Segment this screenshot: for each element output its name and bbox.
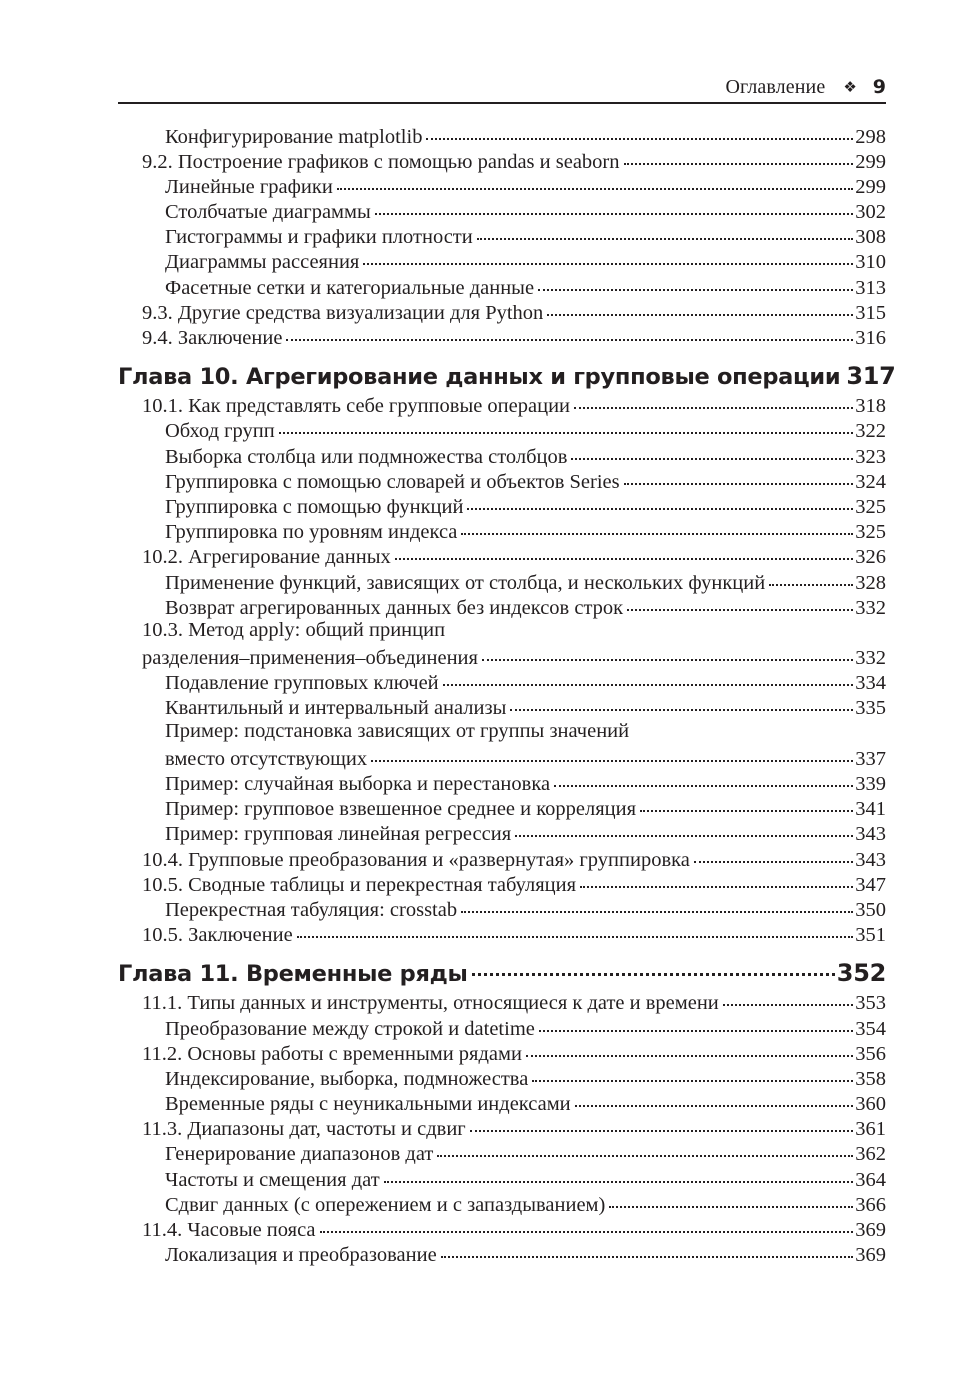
toc-entry-title: Линейные графики	[165, 175, 333, 198]
dot-leader	[769, 568, 853, 589]
toc-subsection-entry[interactable]	[118, 568, 886, 593]
dot-leader	[337, 172, 853, 193]
toc-entry-title: Диаграммы рассеяния	[165, 251, 360, 274]
toc-entry-title: Гистограммы и графики плотности	[165, 226, 473, 249]
toc-entry-title: Группировка по уровням индекса	[165, 521, 458, 544]
toc-entry-page: 339	[855, 773, 886, 795]
toc-entry-title: 9.2. Построение графиков с помощью pandas и seaborn	[142, 150, 620, 173]
toc-entry-title: Фасетные сетки и категориальные данные	[165, 276, 535, 299]
toc-entry-page: 313	[855, 276, 886, 299]
toc-entry-page: 354	[855, 1017, 886, 1040]
toc-entry-title: Индексирование, выборка, подмножества	[165, 1067, 529, 1090]
toc-entry-page: 317	[846, 361, 896, 390]
toc-entry-page: 324	[855, 470, 886, 493]
toc-entry-title: 11.1. Типы данных и инструменты, относящиеся к дате и времени	[142, 992, 719, 1015]
dot-leader	[426, 122, 853, 143]
toc-subsection-entry[interactable]	[118, 1190, 886, 1215]
dot-leader	[694, 845, 853, 866]
toc-entry-page: 361	[855, 1118, 886, 1141]
toc-entry-title: Подавление групповых ключей	[165, 672, 439, 695]
dot-leader	[554, 770, 853, 791]
toc-subsection-entry[interactable]	[118, 172, 886, 197]
toc-entry-title: 10.3. Метод apply: общий принцип	[142, 619, 446, 642]
toc-entry-page: 323	[855, 445, 886, 468]
toc-entry-page: 366	[855, 1193, 886, 1216]
toc-entry-title: Столбчатые диаграммы	[165, 201, 371, 224]
toc-section-entry[interactable]	[118, 989, 886, 1014]
toc-entry-page: 360	[855, 1093, 886, 1116]
toc-entry-page: 318	[855, 395, 886, 418]
dot-leader	[461, 895, 853, 916]
dot-leader	[371, 744, 853, 765]
toc-entry-title: Пример: случайная выборка и перестановка	[165, 773, 551, 795]
toc-entry-page: 369	[855, 1219, 886, 1241]
toc-entry-title: 9.4. Заключение	[142, 327, 283, 349]
toc-section-entry[interactable]	[118, 921, 886, 946]
dot-leader	[723, 989, 853, 1010]
toc-entry-page: 326	[855, 546, 886, 569]
toc-entry-title: Квантильный и интервальный анализы	[165, 697, 507, 720]
toc-entry-page: 351	[855, 924, 886, 947]
toc-entry-title: 10.2. Агрегирование данных	[142, 546, 391, 569]
dot-leader	[510, 694, 853, 715]
toc-subsection-entry[interactable]	[118, 669, 886, 694]
toc-entry-page: 335	[855, 697, 886, 720]
dot-leader	[297, 921, 854, 942]
toc-subsection-entry[interactable]	[118, 223, 886, 248]
dot-leader	[363, 248, 853, 269]
toc-entry-title: Сдвиг данных (с опережением и с запаздыванием)	[165, 1193, 606, 1216]
toc-section-entry[interactable]	[118, 1115, 886, 1140]
toc-subsection-entry[interactable]	[118, 417, 886, 442]
toc-entry-page: 369	[855, 1244, 886, 1267]
toc-entry-page: 356	[855, 1042, 886, 1065]
toc-entry-page: 316	[855, 327, 886, 349]
toc-entry-title: 10.1. Как представлять себе групповые операции	[142, 395, 571, 418]
dot-leader	[575, 1090, 854, 1111]
dot-leader	[571, 442, 853, 463]
toc-entry-title: Возврат агрегированных данных без индексов строк	[165, 596, 624, 619]
toc-entry-title: Обход групп	[165, 420, 275, 443]
toc-entry-page: 337	[855, 747, 886, 770]
toc-chapter-heading[interactable]	[118, 359, 896, 393]
toc-subsection-entry[interactable]	[118, 442, 886, 467]
dot-leader	[467, 492, 853, 513]
toc-subsection-entry[interactable]	[118, 795, 886, 820]
toc-entry-title: Временные ряды с неуникальными индексами	[165, 1093, 571, 1116]
dot-leader	[580, 870, 853, 891]
toc-chapter-heading[interactable]	[118, 956, 886, 990]
toc-subsection-entry[interactable]	[118, 1241, 886, 1266]
toc-entry-title: Генерирование диапазонов дат	[165, 1143, 434, 1166]
dot-leader	[640, 795, 853, 816]
toc-entry-page: 299	[855, 175, 886, 198]
toc-entry-page: 332	[855, 647, 886, 670]
toc-entry-title: Глава 11. Временные ряды	[118, 960, 468, 987]
dot-leader	[482, 644, 853, 665]
running-header-title: Оглавление	[725, 76, 826, 98]
dot-leader	[472, 958, 835, 981]
dot-leader	[532, 1064, 853, 1085]
toc-entry-page: 347	[855, 873, 886, 896]
toc-section-entry[interactable]	[118, 298, 886, 323]
toc-subsection-entry[interactable]	[118, 593, 886, 618]
toc-subsection-entry[interactable]	[118, 1165, 886, 1190]
toc-entry-page: 298	[855, 125, 886, 148]
toc-subsection-entry[interactable]	[118, 198, 886, 223]
toc-entry-title: разделения–применения–объединения	[142, 647, 478, 670]
toc-section-entry[interactable]	[118, 147, 886, 172]
toc-subsection-entry[interactable]	[118, 1064, 886, 1089]
toc-entry-title: вместо отсутствующих	[165, 747, 368, 770]
toc-entry-page: 322	[855, 420, 886, 443]
toc-subsection-entry[interactable]	[118, 1090, 886, 1115]
toc-entry-title: Выборка столбца или подмножества столбцов	[165, 445, 568, 468]
dot-leader	[461, 518, 853, 539]
toc-entry-page: 350	[855, 898, 886, 921]
toc-entry-title: Глава 10. Агрегирование данных и групповые операции	[118, 363, 841, 390]
dot-leader	[624, 467, 854, 488]
toc-subsection-entry[interactable]	[118, 770, 886, 795]
dot-leader	[395, 543, 854, 564]
toc-entry-page: 308	[855, 226, 886, 249]
dot-leader	[526, 1039, 853, 1060]
toc-entry-page: 341	[855, 798, 886, 821]
toc-subsection-entry[interactable]	[118, 895, 886, 920]
toc-entry-page: 325	[855, 495, 886, 518]
toc-entry-title: Пример: подстановка зависящих от группы значений	[165, 720, 630, 743]
dot-leader	[477, 223, 854, 244]
toc-subsection-entry[interactable]	[118, 820, 886, 845]
dot-leader	[539, 1014, 853, 1035]
toc-entry-title: Группировка с помощью функций	[165, 495, 464, 518]
toc-entry-page: 353	[855, 992, 886, 1015]
dot-leader	[470, 1115, 854, 1136]
dot-leader	[547, 298, 853, 319]
dot-leader	[441, 1241, 854, 1262]
toc-subsection-entry[interactable]	[118, 122, 886, 147]
toc-entry-page: 358	[855, 1067, 886, 1090]
toc-entry-page: 343	[855, 823, 886, 846]
toc-subsection-entry[interactable]	[118, 744, 886, 769]
toc-entry-title: 11.4. Часовые пояса	[142, 1219, 316, 1241]
toc-section-entry[interactable]	[118, 543, 886, 568]
dot-leader	[538, 273, 853, 294]
toc-entry-title: Частоты и смещения дат	[165, 1168, 380, 1191]
toc-entry-page: 325	[855, 521, 886, 544]
toc-entry-page: 332	[855, 596, 886, 619]
toc-entry-title: 9.3. Другие средства визуализации для Python	[142, 301, 544, 324]
toc-section-entry-wrapped-line[interactable]	[118, 618, 886, 643]
toc-entry-page: 328	[855, 571, 886, 594]
toc-section-entry[interactable]	[118, 324, 886, 349]
dot-leader	[437, 1140, 853, 1161]
toc-entry-page: 364	[855, 1168, 886, 1191]
dot-leader	[286, 324, 853, 345]
dot-leader	[627, 593, 853, 614]
dot-leader	[320, 1216, 854, 1237]
toc-entry-page: 334	[855, 672, 886, 695]
toc-entry-title: Конфигурирование matplotlib	[165, 125, 423, 148]
toc-entry-page: 362	[855, 1143, 886, 1166]
toc-entry-title: Группировка с помощью словарей и объектов Series	[165, 470, 620, 493]
toc-section-entry[interactable]	[118, 870, 886, 895]
dot-leader	[515, 820, 853, 841]
toc-subsection-entry[interactable]	[118, 492, 886, 517]
toc-entry-page: 310	[855, 251, 886, 274]
toc-entry-title: Пример: групповая линейная регрессия	[165, 823, 512, 846]
toc-entry-title: Перекрестная табуляция: crosstab	[165, 898, 458, 921]
toc-subsection-entry[interactable]	[118, 694, 886, 719]
toc-entry-page: 302	[855, 201, 886, 224]
toc-subsection-entry[interactable]	[118, 518, 886, 543]
toc-entry-page: 343	[855, 848, 886, 871]
toc-section-entry[interactable]	[118, 644, 886, 669]
dot-leader	[443, 669, 854, 690]
dot-leader	[279, 417, 854, 438]
toc-subsection-entry[interactable]	[118, 1014, 886, 1039]
toc-entry-title: 10.5. Сводные таблицы и перекрестная табуляция	[142, 873, 577, 896]
toc-entry-title: 10.4. Групповые преобразования и «развернутая» группировка	[142, 848, 690, 871]
toc-entry-title: Применение функций, зависящих от столбца, и нескольких функций	[165, 571, 766, 594]
page-number: 9	[872, 76, 886, 98]
toc-subsection-entry-wrapped-line[interactable]	[118, 719, 886, 744]
toc-section-entry[interactable]	[118, 1216, 886, 1241]
toc-subsection-entry[interactable]	[118, 1140, 886, 1165]
dot-leader	[384, 1165, 854, 1186]
dot-leader	[609, 1190, 853, 1211]
toc-entry-title: Пример: групповое взвешенное среднее и корреляция	[165, 798, 637, 821]
toc-entry-page: 299	[855, 150, 886, 173]
dot-leader	[574, 392, 853, 413]
toc-subsection-entry[interactable]	[118, 273, 886, 298]
toc-section-entry[interactable]	[118, 845, 886, 870]
toc-section-entry[interactable]	[118, 1039, 886, 1064]
toc-entry-title: 10.5. Заключение	[142, 924, 293, 947]
ornament-icon: ❖	[843, 78, 857, 96]
toc-subsection-entry[interactable]	[118, 248, 886, 273]
table-of-contents	[118, 122, 896, 1267]
toc-entry-title: 11.3. Диапазоны дат, частоты и сдвиг	[142, 1118, 466, 1141]
toc-entry-page: 352	[836, 958, 886, 987]
dot-leader	[624, 147, 854, 168]
toc-entry-title: Преобразование между строкой и datetime	[165, 1017, 535, 1040]
toc-section-entry[interactable]	[118, 392, 886, 417]
toc-entry-page: 315	[855, 301, 886, 324]
toc-subsection-entry[interactable]	[118, 467, 886, 492]
toc-entry-title: 11.2. Основы работы с временными рядами	[142, 1042, 522, 1065]
dot-leader	[375, 198, 853, 219]
toc-entry-title: Локализация и преобразование	[165, 1244, 437, 1267]
running-header-content	[726, 76, 887, 99]
running-header	[118, 74, 886, 104]
